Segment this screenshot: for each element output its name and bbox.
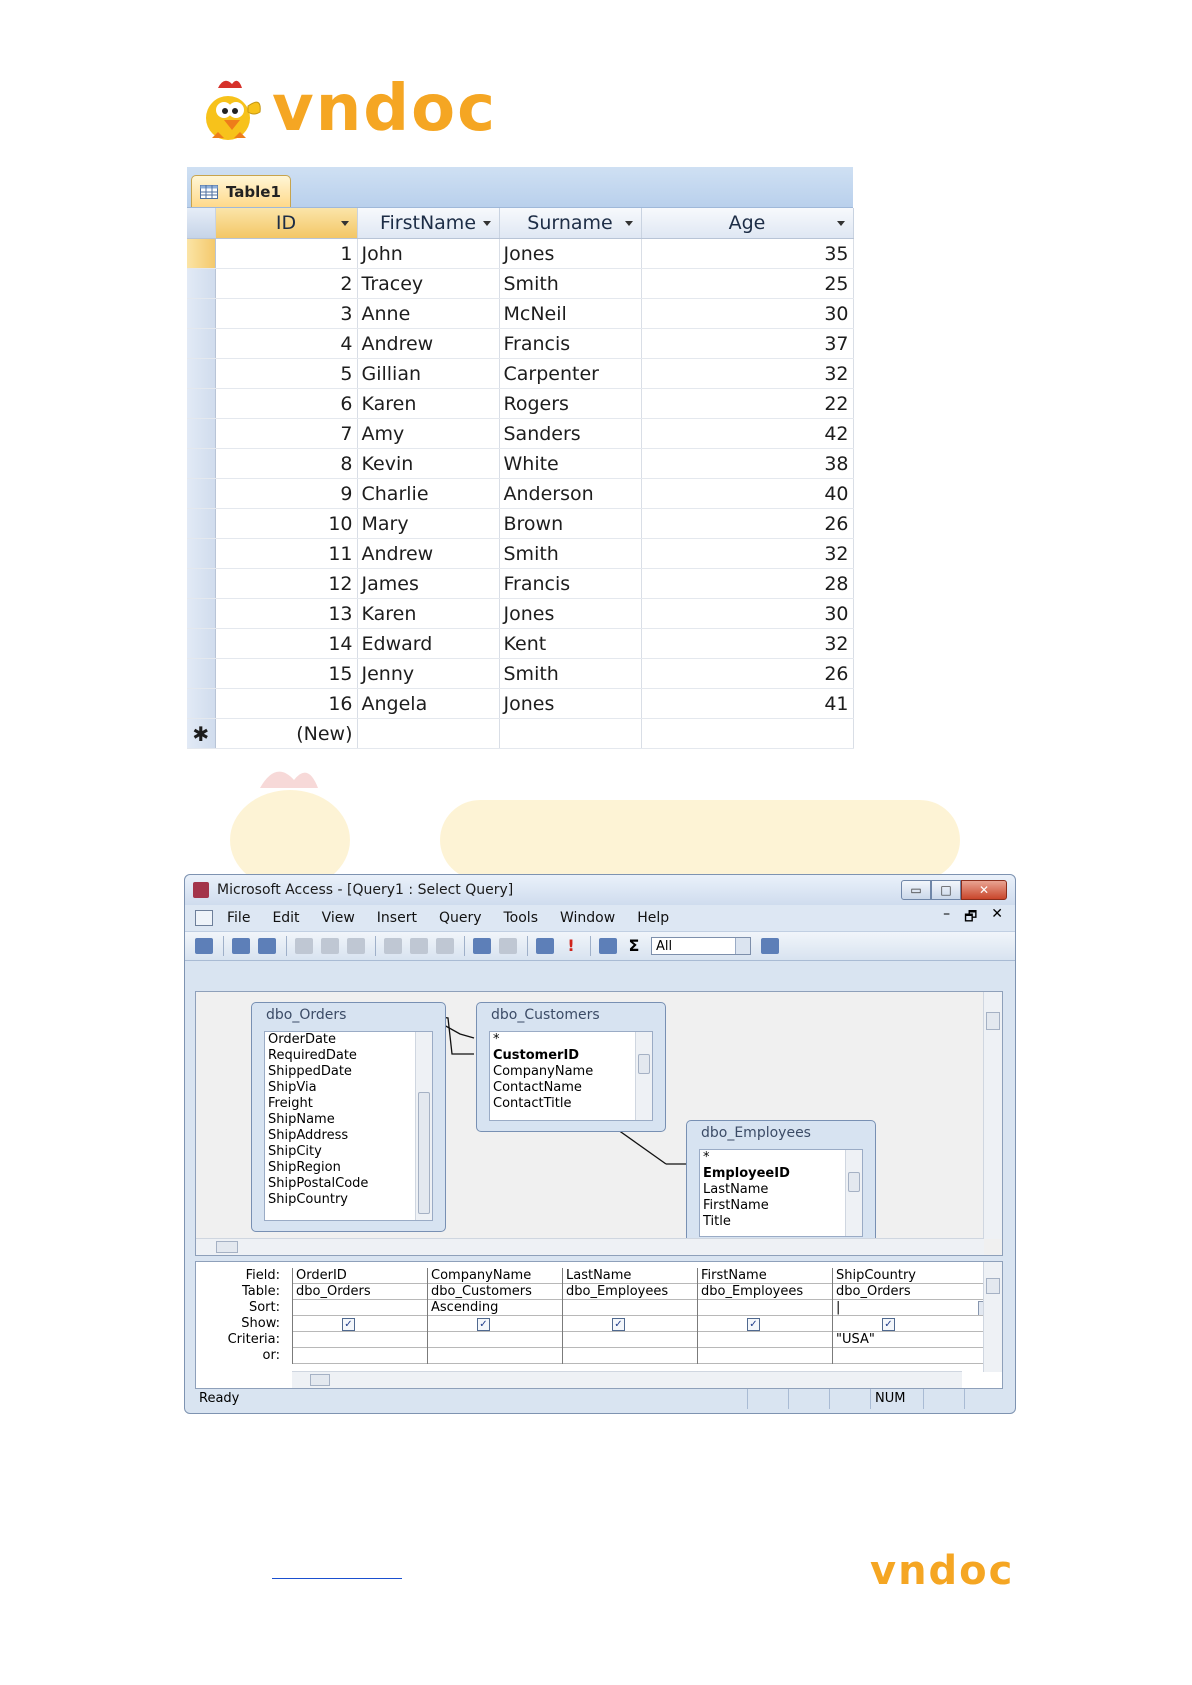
table-row[interactable] bbox=[187, 569, 853, 599]
undo-icon[interactable] bbox=[473, 938, 491, 954]
status-ready: Ready bbox=[199, 1391, 240, 1406]
table-cell[interactable]: Jones bbox=[499, 599, 641, 629]
field-item[interactable]: * bbox=[703, 1150, 710, 1165]
field-item[interactable]: FirstName bbox=[703, 1198, 769, 1213]
row-selector[interactable] bbox=[187, 449, 215, 479]
table-cell[interactable]: 37 bbox=[641, 329, 853, 359]
table-cell[interactable]: Francis bbox=[499, 329, 641, 359]
toolbar-separator bbox=[464, 936, 465, 956]
grid-show-cell bbox=[293, 1316, 427, 1332]
table-cell[interactable]: 26 bbox=[641, 509, 853, 539]
table-cell[interactable]: Jones bbox=[499, 689, 641, 719]
grid-sort-cell[interactable] bbox=[428, 1300, 562, 1316]
field-item[interactable]: * bbox=[493, 1032, 500, 1047]
row-selector[interactable] bbox=[187, 479, 215, 509]
table-cell[interactable]: Karen bbox=[357, 599, 499, 629]
status-cell bbox=[829, 1389, 870, 1409]
new-record-icon: ✱ bbox=[187, 719, 215, 749]
show-checkbox[interactable]: ✓ bbox=[477, 1318, 490, 1331]
show-checkbox[interactable]: ✓ bbox=[747, 1318, 760, 1331]
table-cell[interactable] bbox=[641, 719, 853, 749]
grid-label-or: or: bbox=[262, 1348, 280, 1363]
table-cell[interactable]: Smith bbox=[499, 659, 641, 689]
copy-icon[interactable] bbox=[410, 938, 428, 954]
grid-label-table: Table: bbox=[242, 1284, 280, 1299]
logo-text: vndoc bbox=[870, 1548, 1015, 1594]
table-design-pane bbox=[195, 991, 1003, 1256]
grid-field-cell[interactable]: OrderID bbox=[293, 1268, 427, 1284]
table-cell[interactable]: Kent bbox=[499, 629, 641, 659]
logo-text: vndoc bbox=[272, 72, 497, 146]
table-cell[interactable]: Smith bbox=[499, 269, 641, 299]
document-tab-bar bbox=[187, 167, 853, 208]
table-cell[interactable]: 32 bbox=[641, 629, 853, 659]
dropdown-arrow-icon[interactable] bbox=[837, 221, 845, 226]
grid-criteria-cell[interactable] bbox=[698, 1332, 832, 1348]
row-selector[interactable] bbox=[187, 269, 215, 299]
menu-tools[interactable]: Tools bbox=[503, 910, 538, 926]
view-icon[interactable] bbox=[195, 938, 213, 954]
row-selector[interactable] bbox=[187, 599, 215, 629]
menu-view[interactable]: View bbox=[321, 910, 355, 926]
table-cell[interactable]: 11 bbox=[215, 539, 357, 569]
field-item-primary-key[interactable]: CustomerID bbox=[493, 1048, 580, 1063]
grid-columns bbox=[292, 1268, 999, 1364]
table-cell[interactable]: Brown bbox=[499, 509, 641, 539]
top-values-combo[interactable]: All bbox=[651, 937, 751, 955]
table-cell[interactable]: 12 bbox=[215, 569, 357, 599]
hyperlink-underline[interactable] bbox=[272, 1578, 402, 1579]
table-cell[interactable]: Edward bbox=[357, 629, 499, 659]
table-row[interactable] bbox=[187, 479, 853, 509]
query-toolbar bbox=[185, 932, 1015, 961]
field-item[interactable]: ShippedDate bbox=[268, 1064, 352, 1079]
chevron-down-icon[interactable] bbox=[735, 938, 750, 954]
field-list-title: dbo_Customers bbox=[491, 1007, 600, 1023]
table-cell[interactable]: 3 bbox=[215, 299, 357, 329]
table-cell[interactable]: Gillian bbox=[357, 359, 499, 389]
spelling-icon[interactable] bbox=[347, 938, 365, 954]
grid-show-cell bbox=[833, 1316, 998, 1332]
grid-criteria-cell[interactable]: "USA" bbox=[833, 1332, 998, 1348]
select-all-corner[interactable] bbox=[187, 208, 215, 239]
grid-sort-cell[interactable] bbox=[563, 1300, 697, 1316]
table-cell[interactable]: 14 bbox=[215, 629, 357, 659]
toolbar-separator bbox=[375, 936, 376, 956]
totals-icon[interactable]: Σ bbox=[628, 936, 640, 955]
print-preview-icon[interactable] bbox=[321, 938, 339, 954]
grid-or-cell[interactable] bbox=[293, 1348, 427, 1364]
design-horizontal-scrollbar[interactable] bbox=[196, 1238, 984, 1255]
grid-label-sort: Sort: bbox=[248, 1300, 280, 1315]
column-header-age[interactable]: Age bbox=[641, 208, 853, 239]
grid-field-cell[interactable]: ShipCountry bbox=[833, 1268, 998, 1284]
redo-icon[interactable] bbox=[499, 938, 517, 954]
field-item[interactable]: ShipCity bbox=[268, 1144, 322, 1159]
row-selector[interactable] bbox=[187, 299, 215, 329]
table-cell[interactable]: Anderson bbox=[499, 479, 641, 509]
status-cell bbox=[923, 1389, 964, 1409]
table-cell[interactable]: 28 bbox=[641, 569, 853, 599]
table-row[interactable] bbox=[187, 689, 853, 719]
grid-or-cell[interactable] bbox=[428, 1348, 562, 1364]
grid-criteria-cell[interactable] bbox=[428, 1332, 562, 1348]
new-record-cell[interactable]: (New) bbox=[215, 719, 357, 749]
table-row[interactable] bbox=[187, 239, 853, 269]
show-table-icon[interactable] bbox=[599, 938, 617, 954]
table-cell[interactable]: McNeil bbox=[499, 299, 641, 329]
document-menu-icon[interactable] bbox=[195, 910, 213, 926]
grid-criteria-cell[interactable] bbox=[293, 1332, 427, 1348]
row-selector[interactable] bbox=[187, 689, 215, 719]
table-row[interactable] bbox=[187, 419, 853, 449]
table-cell[interactable]: 41 bbox=[641, 689, 853, 719]
field-item[interactable]: ShipRegion bbox=[268, 1160, 341, 1175]
table-cell[interactable]: 13 bbox=[215, 599, 357, 629]
table-cell[interactable]: Jones bbox=[499, 239, 641, 269]
tab-label: Table1 bbox=[226, 182, 281, 201]
minimize-button[interactable]: ▭ bbox=[901, 880, 931, 900]
grid-column bbox=[427, 1268, 562, 1364]
field-item[interactable]: RequiredDate bbox=[268, 1048, 357, 1063]
table-cell[interactable]: Jenny bbox=[357, 659, 499, 689]
table-cell[interactable]: Tracey bbox=[357, 269, 499, 299]
grid-row-labels bbox=[196, 1268, 288, 1364]
table-icon bbox=[200, 185, 218, 199]
grid-or-cell[interactable] bbox=[698, 1348, 832, 1364]
table1-datasheet bbox=[187, 167, 853, 749]
grid-label-criteria: Criteria: bbox=[227, 1332, 280, 1347]
toolbar-separator bbox=[590, 936, 591, 956]
row-selector[interactable] bbox=[187, 359, 215, 389]
table-cell[interactable]: James bbox=[357, 569, 499, 599]
design-vertical-scrollbar[interactable] bbox=[983, 992, 1002, 1239]
grid-or-cell[interactable] bbox=[563, 1348, 697, 1364]
field-list-dbo-orders[interactable] bbox=[251, 1002, 446, 1232]
table-cell[interactable]: 10 bbox=[215, 509, 357, 539]
menu-insert[interactable]: Insert bbox=[376, 910, 417, 926]
field-item[interactable]: ShipName bbox=[268, 1112, 335, 1127]
table-row[interactable] bbox=[187, 659, 853, 689]
table-cell[interactable]: 8 bbox=[215, 449, 357, 479]
table-row[interactable] bbox=[187, 629, 853, 659]
table-row[interactable] bbox=[187, 389, 853, 419]
grid-table-cell[interactable]: dbo_Orders bbox=[833, 1284, 998, 1300]
dropdown-arrow-icon[interactable] bbox=[625, 221, 633, 226]
field-item[interactable]: ShipCountry bbox=[268, 1192, 348, 1207]
field-item[interactable]: ShipAddress bbox=[268, 1128, 349, 1143]
show-checkbox[interactable]: ✓ bbox=[612, 1318, 625, 1331]
table-cell[interactable]: 25 bbox=[641, 269, 853, 299]
grid-show-cell bbox=[563, 1316, 697, 1332]
grid-field-cell[interactable]: LastName bbox=[563, 1268, 697, 1284]
table-cell[interactable]: 4 bbox=[215, 329, 357, 359]
table-cell[interactable]: 22 bbox=[641, 389, 853, 419]
window-title: Microsoft Access - [Query1 : Select Query] bbox=[217, 882, 514, 898]
status-bar bbox=[195, 1389, 1005, 1409]
table-cell[interactable]: Charlie bbox=[357, 479, 499, 509]
table-cell[interactable]: 9 bbox=[215, 479, 357, 509]
table-cell[interactable]: Angela bbox=[357, 689, 499, 719]
row-selector[interactable] bbox=[187, 569, 215, 599]
cut-icon[interactable] bbox=[384, 938, 402, 954]
status-cell bbox=[964, 1389, 1005, 1409]
print-icon[interactable] bbox=[295, 938, 313, 954]
watermark-chick-icon bbox=[220, 760, 980, 890]
table-cell[interactable]: Karen bbox=[357, 389, 499, 419]
grid-or-cell[interactable] bbox=[833, 1348, 998, 1364]
table-cell[interactable]: 38 bbox=[641, 449, 853, 479]
table-cell[interactable]: Francis bbox=[499, 569, 641, 599]
properties-icon[interactable] bbox=[761, 938, 779, 954]
sort-value: | bbox=[836, 1300, 841, 1315]
maximize-button[interactable]: □ bbox=[931, 880, 961, 900]
status-cell bbox=[747, 1389, 788, 1409]
table-cell[interactable]: 5 bbox=[215, 359, 357, 389]
table-cell[interactable]: Mary bbox=[357, 509, 499, 539]
field-list-body bbox=[699, 1149, 863, 1237]
table-cell[interactable]: John bbox=[357, 239, 499, 269]
table-cell[interactable]: 30 bbox=[641, 299, 853, 329]
grid-label-show: Show: bbox=[241, 1316, 280, 1331]
table-cell[interactable]: Smith bbox=[499, 539, 641, 569]
status-cell bbox=[788, 1389, 829, 1409]
show-checkbox[interactable]: ✓ bbox=[882, 1318, 895, 1331]
row-selector[interactable] bbox=[187, 509, 215, 539]
grid-vertical-scrollbar[interactable] bbox=[983, 1262, 1002, 1372]
row-selector[interactable] bbox=[187, 419, 215, 449]
show-checkbox[interactable]: ✓ bbox=[342, 1318, 355, 1331]
table-cell[interactable]: 42 bbox=[641, 419, 853, 449]
grid-table-cell[interactable]: dbo_Employees bbox=[698, 1284, 832, 1300]
table-cell[interactable]: Kevin bbox=[357, 449, 499, 479]
field-item[interactable]: ShipPostalCode bbox=[268, 1176, 369, 1191]
table-cell[interactable]: 16 bbox=[215, 689, 357, 719]
access-query-window bbox=[184, 874, 1016, 1414]
grid-field-cell[interactable]: FirstName bbox=[698, 1268, 832, 1284]
field-item[interactable]: ShipVia bbox=[268, 1080, 317, 1095]
paste-icon[interactable] bbox=[436, 938, 454, 954]
doc-minimize-button[interactable]: – bbox=[943, 906, 951, 922]
field-item[interactable]: LastName bbox=[703, 1182, 769, 1197]
tab-table1[interactable] bbox=[191, 175, 291, 207]
table-cell[interactable]: 26 bbox=[641, 659, 853, 689]
field-list-body bbox=[264, 1031, 433, 1221]
query-type-icon[interactable] bbox=[536, 938, 554, 954]
sort-value: Ascending bbox=[431, 1300, 499, 1315]
status-num: NUM bbox=[870, 1389, 923, 1409]
table-cell[interactable] bbox=[499, 719, 641, 749]
column-header-surname[interactable]: Surname bbox=[499, 208, 641, 239]
row-selector[interactable] bbox=[187, 329, 215, 359]
grid-show-cell bbox=[428, 1316, 562, 1332]
toolbar-separator bbox=[286, 936, 287, 956]
row-selector[interactable] bbox=[187, 659, 215, 689]
field-item[interactable]: ContactTitle bbox=[493, 1096, 572, 1111]
field-item-primary-key[interactable]: EmployeeID bbox=[703, 1166, 790, 1181]
table-cell[interactable]: 32 bbox=[641, 539, 853, 569]
table-cell[interactable]: Anne bbox=[357, 299, 499, 329]
row-selector[interactable] bbox=[187, 539, 215, 569]
field-list-title: dbo_Orders bbox=[266, 1007, 347, 1023]
table-row[interactable] bbox=[187, 509, 853, 539]
field-list-scrollbar[interactable] bbox=[845, 1150, 862, 1236]
field-item[interactable]: ContactName bbox=[493, 1080, 582, 1095]
table-cell[interactable]: Andrew bbox=[357, 539, 499, 569]
query-design-grid bbox=[195, 1261, 1003, 1389]
table-cell[interactable]: Rogers bbox=[499, 389, 641, 419]
grid-table-cell[interactable]: dbo_Orders bbox=[293, 1284, 427, 1300]
field-item[interactable]: Freight bbox=[268, 1096, 313, 1111]
access-app-icon bbox=[193, 882, 209, 898]
run-icon[interactable]: ! bbox=[567, 936, 575, 955]
field-list-dbo-customers[interactable] bbox=[476, 1002, 666, 1132]
grid-sort-cell[interactable] bbox=[698, 1300, 832, 1316]
menu-file[interactable]: File bbox=[227, 910, 251, 926]
table-row[interactable] bbox=[187, 359, 853, 389]
field-list-title: dbo_Employees bbox=[701, 1125, 811, 1141]
file-search-icon[interactable] bbox=[258, 938, 276, 954]
grid-column bbox=[697, 1268, 832, 1364]
row-selector[interactable] bbox=[187, 389, 215, 419]
datasheet-grid bbox=[187, 208, 854, 749]
table-row[interactable] bbox=[187, 449, 853, 479]
menu-window[interactable]: Window bbox=[560, 910, 616, 926]
field-item[interactable]: Title bbox=[703, 1214, 731, 1229]
grid-label-field: Field: bbox=[245, 1268, 280, 1283]
field-list-body bbox=[489, 1031, 653, 1121]
table-cell[interactable]: 7 bbox=[215, 419, 357, 449]
grid-column bbox=[292, 1268, 427, 1364]
toolbar-separator bbox=[223, 936, 224, 956]
grid-show-cell bbox=[698, 1316, 832, 1332]
table-row[interactable] bbox=[187, 269, 853, 299]
table-cell[interactable]: 6 bbox=[215, 389, 357, 419]
row-selector[interactable] bbox=[187, 239, 215, 269]
table-cell[interactable]: 32 bbox=[641, 359, 853, 389]
table-row[interactable] bbox=[187, 329, 853, 359]
menu-edit[interactable]: Edit bbox=[272, 910, 300, 926]
grid-table-cell[interactable]: dbo_Customers bbox=[428, 1284, 562, 1300]
table-cell[interactable]: 1 bbox=[215, 239, 357, 269]
field-item[interactable]: CompanyName bbox=[493, 1064, 594, 1079]
dropdown-arrow-icon[interactable] bbox=[341, 221, 349, 226]
table-row[interactable] bbox=[187, 599, 853, 629]
table-cell[interactable]: Sanders bbox=[499, 419, 641, 449]
grid-horizontal-scrollbar[interactable] bbox=[292, 1371, 962, 1388]
table-cell[interactable]: 30 bbox=[641, 599, 853, 629]
table-row[interactable] bbox=[187, 539, 853, 569]
grid-criteria-cell[interactable] bbox=[563, 1332, 697, 1348]
column-header-firstname[interactable]: FirstName bbox=[357, 208, 499, 239]
doc-close-button[interactable]: ✕ bbox=[991, 906, 1003, 922]
grid-sort-cell[interactable] bbox=[293, 1300, 427, 1316]
field-list-scrollbar[interactable] bbox=[635, 1032, 652, 1120]
menu-bar bbox=[185, 905, 1015, 932]
new-record-row[interactable] bbox=[187, 719, 853, 749]
field-list-scrollbar[interactable] bbox=[415, 1032, 432, 1220]
table-cell[interactable]: Carpenter bbox=[499, 359, 641, 389]
grid-table-cell[interactable]: dbo_Employees bbox=[563, 1284, 697, 1300]
dropdown-arrow-icon[interactable] bbox=[483, 221, 491, 226]
save-icon[interactable] bbox=[232, 938, 250, 954]
grid-column bbox=[562, 1268, 697, 1364]
table-cell[interactable]: White bbox=[499, 449, 641, 479]
title-bar[interactable] bbox=[185, 875, 1015, 905]
close-button[interactable]: ✕ bbox=[961, 880, 1007, 900]
table-cell[interactable]: 35 bbox=[641, 239, 853, 269]
vndoc-logo-top bbox=[198, 72, 497, 146]
table-cell[interactable] bbox=[357, 719, 499, 749]
menu-query[interactable]: Query bbox=[438, 910, 482, 926]
table-cell[interactable]: 15 bbox=[215, 659, 357, 689]
field-item[interactable]: OrderDate bbox=[268, 1032, 337, 1047]
table-cell[interactable]: Amy bbox=[357, 419, 499, 449]
column-header-id[interactable]: ID bbox=[215, 208, 357, 239]
grid-column bbox=[832, 1268, 999, 1364]
grid-sort-cell[interactable] bbox=[833, 1300, 998, 1316]
vndoc-logo-bottom bbox=[870, 1548, 1014, 1594]
chick-mascot-icon bbox=[198, 74, 264, 144]
toolbar-separator bbox=[527, 936, 528, 956]
menu-help[interactable]: Help bbox=[637, 910, 670, 926]
table-cell[interactable]: 2 bbox=[215, 269, 357, 299]
doc-restore-button[interactable]: 🗗 bbox=[964, 909, 978, 925]
table-row[interactable] bbox=[187, 299, 853, 329]
grid-field-cell[interactable]: CompanyName bbox=[428, 1268, 562, 1284]
table-cell[interactable]: 40 bbox=[641, 479, 853, 509]
row-selector[interactable] bbox=[187, 629, 215, 659]
field-list-dbo-employees[interactable] bbox=[686, 1120, 876, 1248]
table-cell[interactable]: Andrew bbox=[357, 329, 499, 359]
